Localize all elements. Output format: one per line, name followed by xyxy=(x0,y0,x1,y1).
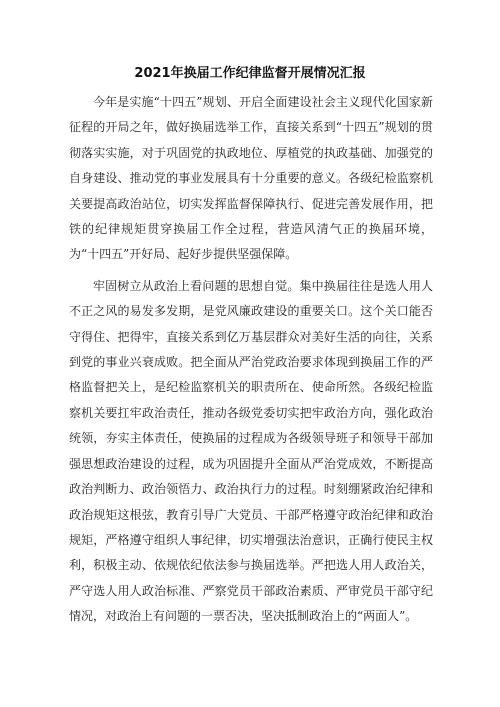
document-body xyxy=(69,90,433,630)
paragraph-political-awareness: 牢固树立从政治上看问题的思想自觉。集中换届往往是选人用人不正之风的易发多发期，是党风廉政建设的重要关口。这个关口能否守得住、把得牢，直接关系到亿万基层群众对美好生活的向往，关系到党的事业兴衰成败。把全面从严治党政治要求体现到换届工作的严格监督把关上，是纪检监察机关的职责所在、使命所然。各级纪检监察机关要扛牢政治责任，推动各级党委切实把牢政治方向，强化政治统领，夯实主体责任，使换届的过程成为各级领导班子和领导干部加强思想政治建设的过程，成为巩固提升全面从严治党成效，不断提高政治判断力、政治领悟力、政治执行力的过程。时刻绷紧政治纪律和政治规矩这根弦，教育引导广大党员、干部严格遵守政治纪律和政治规矩，严格遵守组织人事纪律，切实增强法治意识，正确行使民主权利，积极主动、依规依纪依法参与换届选举。严把选人用人政治关，严守选人用人政治标准、严察党员干部政治素质、严审党员干部守纪情况，对政治上有问题的一票否决，坚决抵制政治上的“两面人”。 xyxy=(69,278,433,624)
paragraph-intro: 今年是实施“十四五”规划、开启全面建设社会主义现代化国家新征程的开局之年，做好换届选举工作，直接关系到“十四五”规划的贯彻落实实施，对于巩固党的执政地位、厚植党的执政基础、加强党的自身建设、推动党的事业发展具有十分重要的意义。各级纪检监察机关要提高政治站位，切实发挥监督保障执行、促进完善发展作用，把铁的纪律规矩贯穿换届工作全过程，营造风清气正的换届环境，为“十四五”开好局、起好步提供坚强保障。 xyxy=(69,95,433,262)
document-title: 2021年换届工作纪律监督开展情况汇报 xyxy=(134,66,366,81)
